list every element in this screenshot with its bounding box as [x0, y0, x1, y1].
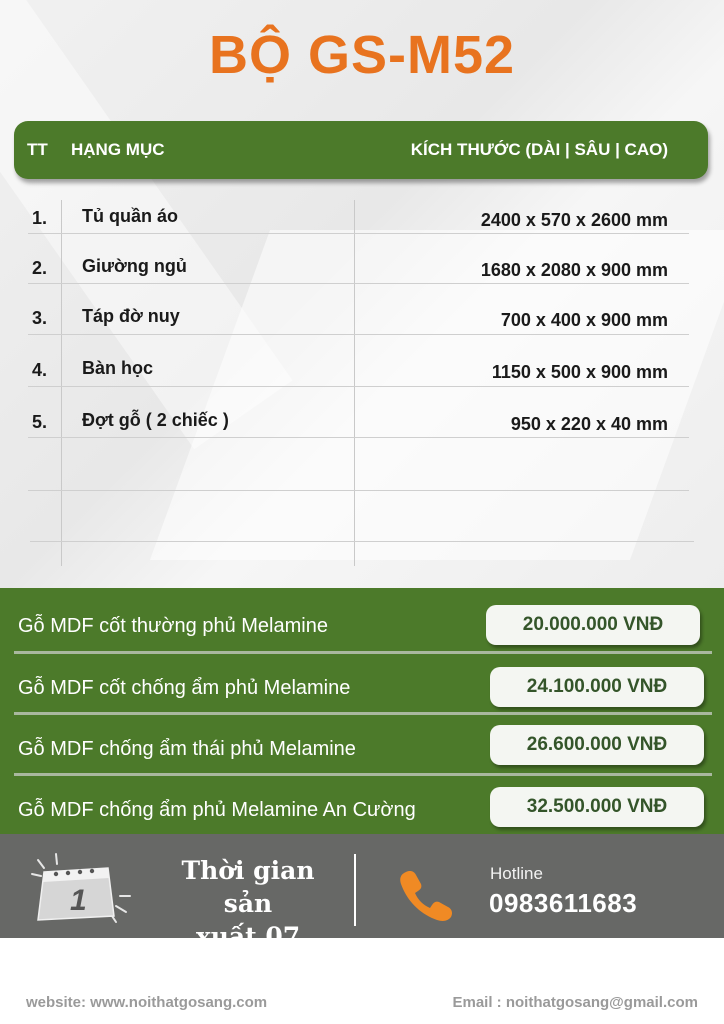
row-size: 2400 x 570 x 2600 mm [480, 210, 668, 230]
price-divider [14, 651, 712, 654]
row-divider [28, 334, 689, 335]
hotline-label: Hotline [490, 864, 543, 883]
row-divider [30, 541, 694, 542]
price-label: Gỗ MDF cốt thường phủ Melamine [18, 615, 328, 637]
price-row [0, 658, 724, 716]
page-title: BỘ GS-M52 [208, 25, 516, 85]
price-badge: 26.600.000 VNĐ [490, 725, 704, 765]
row-divider [28, 233, 689, 234]
production-time [168, 854, 328, 986]
table-row [0, 350, 724, 390]
header-size: KÍCH THƯỚC (DÀI | SÂU | CAO) [410, 140, 668, 159]
table-row [0, 402, 724, 442]
calendar-day: 1 [70, 884, 87, 917]
band-divider [354, 854, 356, 926]
price-badge: 20.000.000 VNĐ [486, 605, 700, 645]
row-item: Giường ngủ [82, 256, 187, 276]
row-size: 950 x 220 x 40 mm [510, 414, 668, 434]
price-section [0, 588, 724, 834]
row-divider [28, 490, 689, 491]
price-row [0, 779, 724, 837]
price-row [0, 718, 724, 776]
production-line1: Thời gian sản [181, 856, 315, 918]
row-item: Tủ quần áo [82, 206, 178, 226]
price-divider [14, 773, 712, 776]
row-divider [28, 283, 689, 284]
price-row [0, 596, 724, 654]
price-divider [14, 712, 712, 715]
row-divider [28, 386, 689, 387]
row-size: 1150 x 500 x 900 mm [491, 362, 668, 382]
table-row [0, 298, 724, 338]
info-band [0, 834, 724, 984]
row-number: 3. [32, 308, 48, 328]
table-row [0, 248, 724, 288]
dimension-table [0, 190, 724, 580]
price-badge: 24.100.000 VNĐ [490, 667, 704, 707]
website-link[interactable]: website: www.noithatgosang.com [26, 994, 268, 1011]
table-header [14, 121, 708, 179]
price-label: Gỗ MDF chống ẩm thái phủ Melamine [18, 738, 356, 760]
row-size: 1680 x 2080 x 900 mm [480, 260, 668, 280]
row-item: Đợt gỗ ( 2 chiếc ) [82, 410, 229, 430]
row-number: 1. [32, 208, 48, 228]
row-divider [28, 437, 689, 438]
price-label: Gỗ MDF cốt chống ẩm phủ Melamine [18, 677, 351, 699]
footer [0, 994, 724, 1018]
email-link[interactable]: Email : noithatgosang@gmail.com [452, 994, 698, 1011]
hotline-number[interactable]: 0983611683 [489, 888, 638, 918]
row-number: 2. [32, 258, 48, 278]
table-row [0, 198, 724, 238]
price-badge: 32.500.000 VNĐ [490, 787, 704, 827]
phone-icon [398, 866, 454, 922]
row-item: Táp đờ nuy [82, 306, 180, 326]
header-item: HẠNG MỤC [71, 140, 165, 159]
production-line2: xuất 07 ngày [195, 922, 301, 984]
price-label: Gỗ MDF chống ẩm phủ Melamine An Cường [18, 799, 416, 821]
row-number: 4. [32, 360, 48, 380]
row-number: 5. [32, 412, 48, 432]
row-size: 700 x 400 x 900 mm [500, 310, 668, 330]
header-tt: TT [27, 140, 48, 159]
row-item: Bàn học [82, 358, 154, 378]
